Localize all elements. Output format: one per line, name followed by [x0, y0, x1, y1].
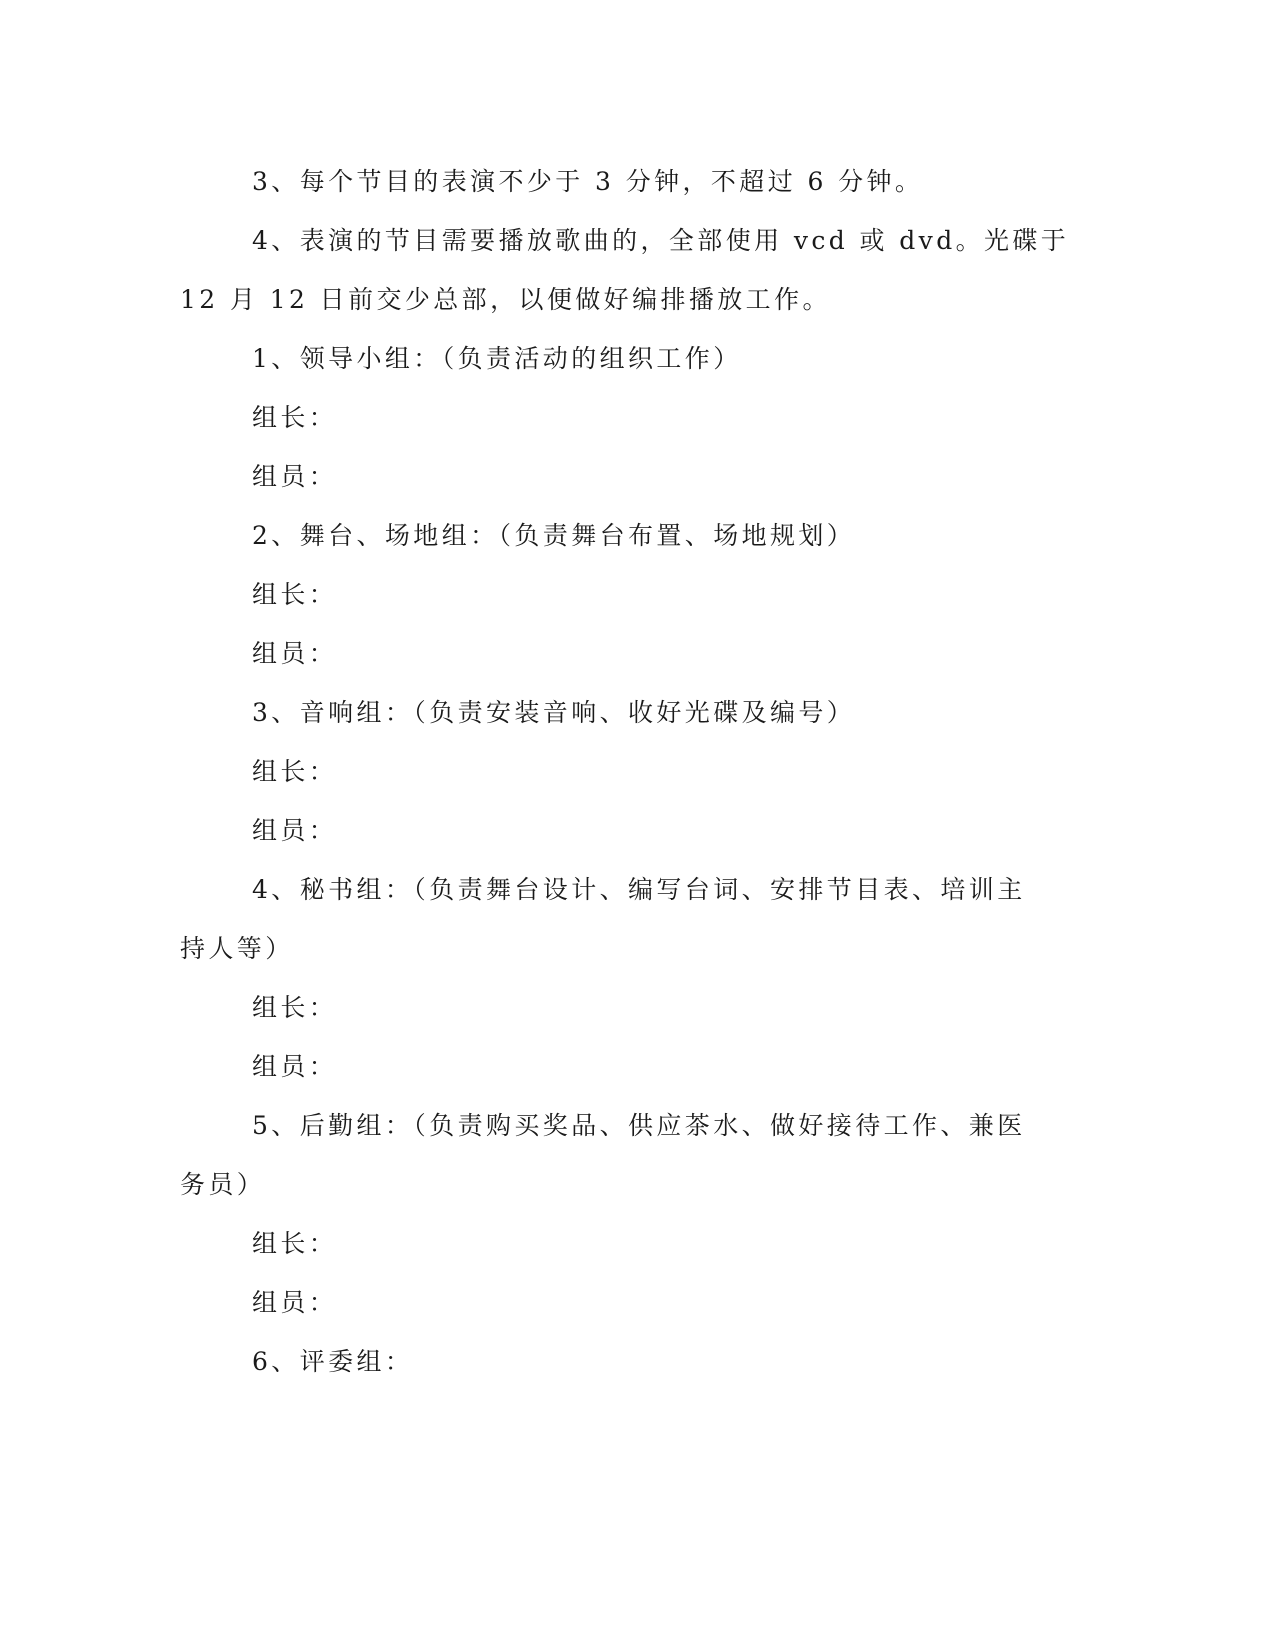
group-judges-heading: 6、评委组：: [252, 1347, 414, 1376]
document-body: [180, 158, 1070, 1397]
rule-music-line-1: 4、表演的节目需要播放歌曲的，全部使用 vcd 或 dvd。光碟于: [252, 226, 1070, 255]
group-secretary-heading-line-1: 4、秘书组：（负责舞台设计、编写台词、安排节目表、培训主: [252, 875, 1026, 904]
group-leadership-leader: 组长：: [252, 403, 338, 432]
group-stage-members: 组员：: [252, 639, 338, 668]
group-leadership-heading: 1、领导小组：（负责活动的组织工作）: [252, 344, 742, 373]
group-audio-leader: 组长：: [252, 757, 338, 786]
group-logistics-heading-line-2: 务员）: [180, 1170, 266, 1199]
group-audio-heading: 3、音响组：（负责安装音响、收好光碟及编号）: [252, 698, 856, 727]
group-leadership-members: 组员：: [252, 462, 338, 491]
group-audio-members: 组员：: [252, 816, 338, 845]
group-secretary-leader: 组长：: [252, 993, 338, 1022]
group-stage-heading: 2、舞台、场地组：（负责舞台布置、场地规划）: [252, 521, 856, 550]
rule-duration: 3、每个节目的表演不少于 3 分钟，不超过 6 分钟。: [252, 167, 924, 196]
group-logistics-members: 组员：: [252, 1288, 338, 1317]
rule-music-line-2: 12 月 12 日前交少总部，以便做好编排播放工作。: [180, 285, 831, 314]
group-stage-leader: 组长：: [252, 580, 338, 609]
group-logistics-heading-line-1: 5、后勤组：（负责购买奖品、供应茶水、做好接待工作、兼医: [252, 1111, 1026, 1140]
group-secretary-heading-line-2: 持人等）: [180, 934, 294, 963]
group-logistics-leader: 组长：: [252, 1229, 338, 1258]
group-secretary-members: 组员：: [252, 1052, 338, 1081]
